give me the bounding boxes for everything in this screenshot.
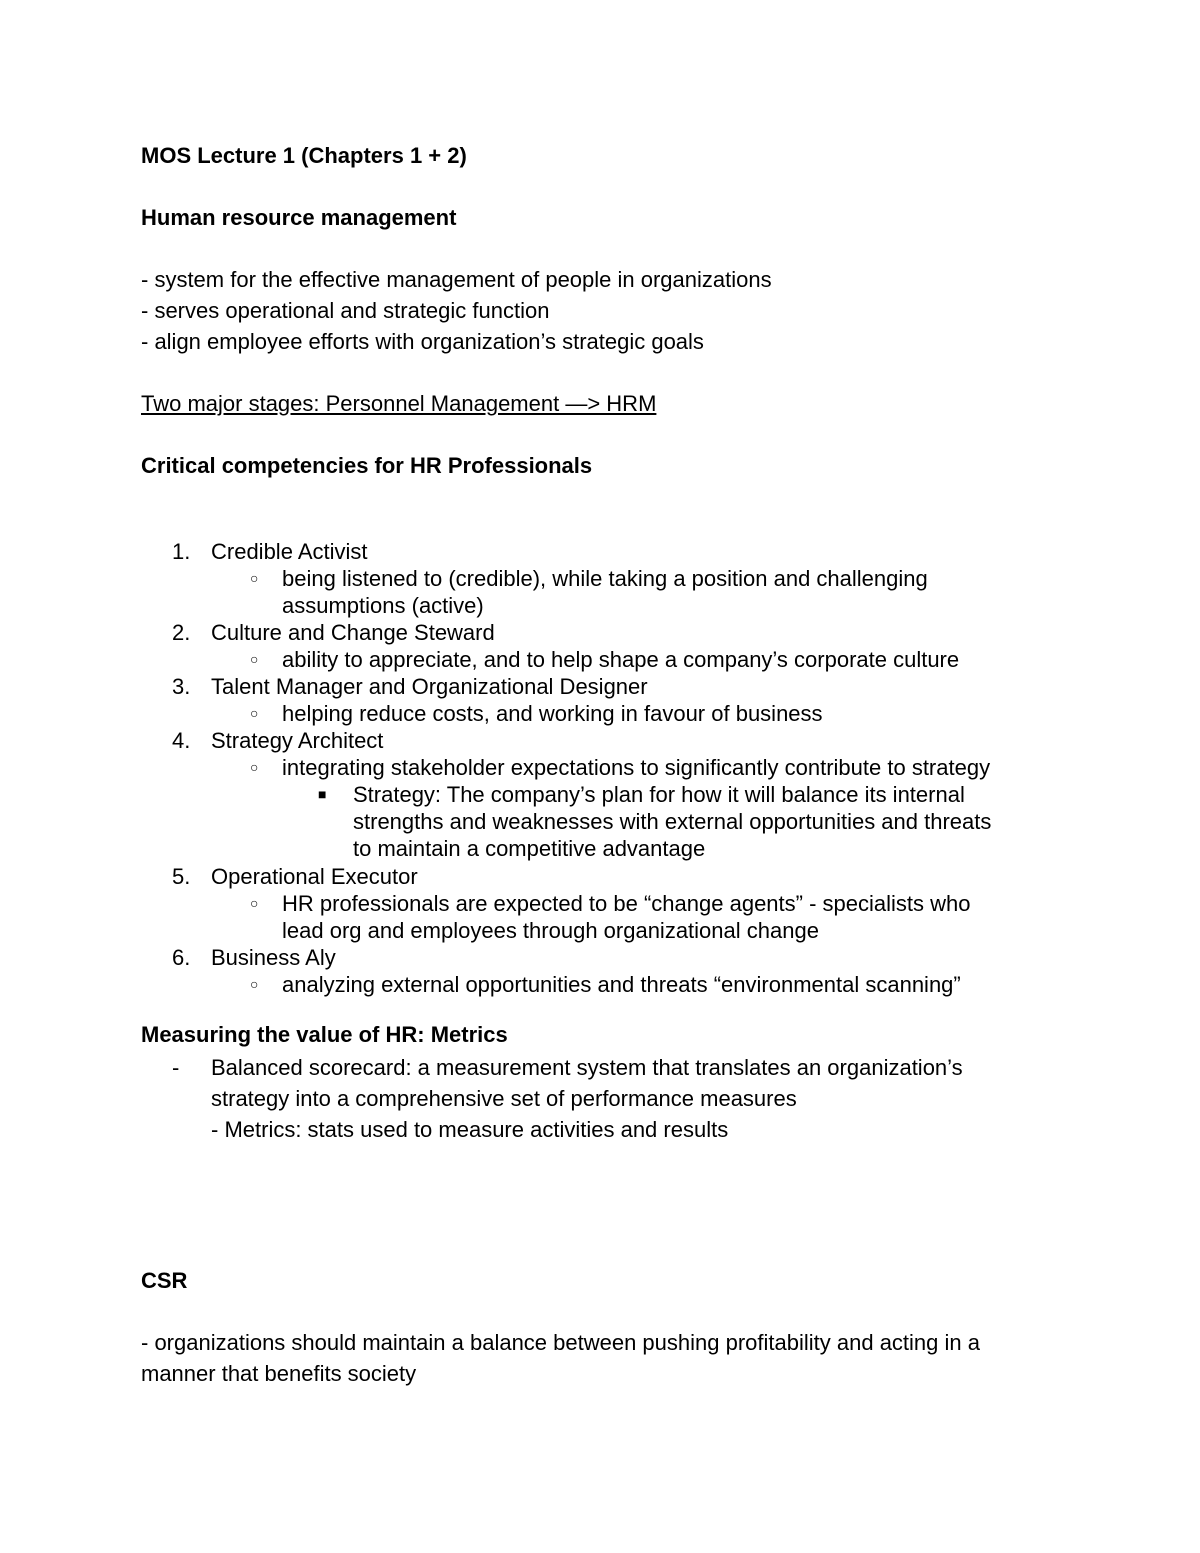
competency-detail-text: HR professionals are expected to be “change agents” - specialists who	[282, 891, 971, 916]
strategy-definition-text: to maintain a competitive advantage	[353, 836, 706, 861]
circle-bullet-icon: ○	[250, 895, 259, 911]
competency-label: Culture and Change Steward	[211, 620, 495, 645]
metrics-text: - Metrics: stats used to measure activities and results	[211, 1117, 729, 1142]
competency-label: Talent Manager and Organizational Designer	[211, 674, 648, 699]
competency-detail-text: analyzing external opportunities and threats “environmental scanning”	[282, 972, 961, 997]
list-number: 4.	[172, 728, 191, 753]
dash-bullet: -	[172, 1055, 180, 1080]
list-number: 1.	[172, 539, 191, 564]
metrics-text: strategy into a comprehensive set of performance measures	[211, 1086, 797, 1111]
list-number: 5.	[172, 864, 191, 889]
circle-bullet-icon: ○	[250, 759, 259, 775]
csr-text: - organizations should maintain a balance between pushing profitability and acting in a	[141, 1330, 980, 1355]
metrics-text: Balanced scorecard: a measurement system that translates an organization’s	[211, 1055, 963, 1080]
circle-bullet-icon: ○	[250, 651, 259, 667]
strategy-definition-text: Strategy: The company’s plan for how it will balance its internal	[353, 782, 965, 807]
competency-label: Strategy Architect	[211, 728, 384, 753]
hrm-stages-text: Two major stages: Personnel Management —> HRM	[141, 391, 657, 416]
strategy-definition-text: strengths and weaknesses with external opportunities and threats	[353, 809, 992, 834]
competency-detail-text: integrating stakeholder expectations to significantly contribute to strategy	[282, 755, 991, 780]
list-number: 2.	[172, 620, 191, 645]
square-bullet-icon: ■	[318, 786, 327, 802]
csr-text: manner that benefits society	[141, 1361, 417, 1386]
section-heading-csr: CSR	[141, 1268, 188, 1293]
competency-detail-text: ability to appreciate, and to help shape a company’s corporate culture	[282, 647, 960, 672]
competency-detail-text: lead org and employees through organizational change	[282, 918, 819, 943]
list-number: 3.	[172, 674, 191, 699]
hrm-bullet: - serves operational and strategic function	[141, 298, 550, 323]
hrm-bullet: - system for the effective management of people in organizations	[141, 267, 772, 292]
circle-bullet-icon: ○	[250, 705, 259, 721]
competency-detail-text: helping reduce costs, and working in favour of business	[282, 701, 823, 726]
competency-label: Operational Executor	[211, 864, 418, 889]
competency-detail-text: assumptions (active)	[282, 593, 484, 618]
circle-bullet-icon: ○	[250, 976, 259, 992]
circle-bullet-icon: ○	[250, 570, 259, 586]
section-heading-hrm: Human resource management	[141, 205, 457, 230]
list-number: 6.	[172, 945, 191, 970]
competency-label: Business Aly	[211, 945, 336, 970]
competency-detail-text: being listened to (credible), while taking a position and challenging	[282, 566, 928, 591]
page-title: MOS Lecture 1 (Chapters 1 + 2)	[141, 143, 467, 168]
section-heading-competencies: Critical competencies for HR Professionals	[141, 453, 593, 478]
competency-label: Credible Activist	[211, 539, 368, 564]
section-heading-metrics: Measuring the value of HR: Metrics	[141, 1022, 508, 1047]
hrm-bullet: - align employee efforts with organization’s strategic goals	[141, 329, 704, 354]
